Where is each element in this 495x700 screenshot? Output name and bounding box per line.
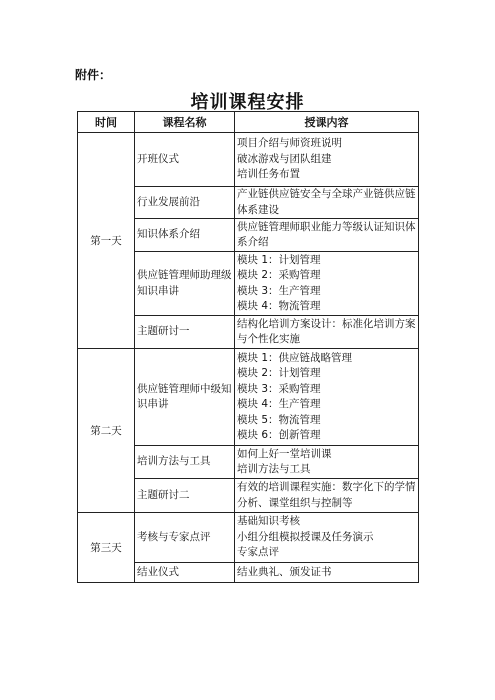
course-name-cell — [135, 479, 235, 513]
content-line: 供应链管理师职业能力等级认证知识体系介绍 — [237, 220, 416, 248]
day-cell: 第三天 — [78, 513, 135, 583]
table-row — [78, 133, 419, 187]
content-line: 模块 2：采购管理 — [237, 269, 321, 281]
course-name-cell — [135, 316, 235, 349]
course-name: 行业发展前沿 — [137, 195, 200, 208]
content-line: 模块 4：物流管理 — [237, 300, 321, 312]
course-name-cell — [135, 187, 235, 219]
content-line: 有效的培训课程实施：数字化下的学情分析、课堂组织与控制等 — [237, 481, 416, 509]
course-name-cell — [135, 563, 235, 583]
course-name-cell — [135, 219, 235, 252]
table-row — [78, 513, 419, 563]
header-content: 授课内容 — [235, 112, 419, 133]
content-line: 专家点评 — [237, 546, 279, 559]
table-row — [78, 349, 419, 446]
course-content-cell — [235, 563, 419, 583]
content-line: 模块 3：生产管理 — [237, 284, 321, 297]
content-line: 模块 5：物流管理 — [237, 413, 321, 426]
header-time: 时间 — [78, 112, 135, 133]
course-content-cell — [235, 349, 419, 446]
content-line: 模块 4：生产管理 — [237, 398, 321, 410]
content-line: 模块 2：计划管理 — [237, 367, 321, 379]
content-line: 破冰游戏与团队组建 — [237, 152, 332, 165]
course-content-cell — [235, 219, 419, 252]
course-name-cell — [135, 513, 235, 563]
course-content-cell — [235, 316, 419, 349]
course-content-cell — [235, 513, 419, 563]
course-content-cell — [235, 187, 419, 219]
course-name: 考核与专家点评 — [137, 530, 211, 543]
schedule-table — [77, 111, 419, 583]
course-name-cell — [135, 133, 235, 187]
content-line: 结业典礼、颁发证书 — [237, 565, 332, 578]
course-name: 开班仪式 — [137, 152, 179, 165]
course-name-cell — [135, 252, 235, 316]
course-content-cell — [235, 252, 419, 316]
content-line: 产业链供应链安全与全球产业链供应链体系建设 — [237, 188, 416, 216]
content-line: 基础知识考核 — [237, 515, 300, 528]
course-name-cell — [135, 349, 235, 446]
course-name: 培训方法与工具 — [137, 455, 211, 468]
attachment-label: 附件： — [75, 68, 112, 82]
content-line: 模块 1：计划管理 — [237, 253, 321, 266]
content-line: 模块 6：创新管理 — [237, 429, 321, 441]
course-name: 主题研讨一 — [137, 325, 190, 338]
day-cell: 第一天 — [78, 133, 135, 349]
course-content-cell — [235, 133, 419, 187]
course-name: 供应链管理师助理级知识串讲 — [137, 269, 232, 297]
header-course: 课程名称 — [135, 112, 235, 133]
course-name: 知识体系介绍 — [137, 228, 200, 241]
document-title: 培训课程安排 — [190, 92, 305, 113]
course-name: 结业仪式 — [137, 565, 179, 578]
schedule-body — [78, 133, 419, 583]
content-line: 结构化培训方案设计：标准化培训方案与个性化实施 — [237, 317, 416, 345]
course-name: 主题研讨二 — [137, 488, 190, 501]
content-line: 模块 3：采购管理 — [237, 382, 321, 395]
content-line: 小组分组模拟授课及任务演示 — [237, 530, 374, 543]
course-content-cell — [235, 479, 419, 513]
content-line: 如何上好一堂培训课 — [237, 447, 332, 460]
content-line: 模块 1：供应链战略管理 — [237, 351, 353, 364]
course-content-cell — [235, 446, 419, 479]
course-name-cell — [135, 446, 235, 479]
table-header-row — [78, 112, 419, 133]
content-line: 培训任务布置 — [237, 168, 300, 181]
course-name: 供应链管理师中级知识串讲 — [137, 382, 232, 410]
content-line: 培训方法与工具 — [237, 463, 311, 475]
content-line: 项目介绍与师资班说明 — [237, 137, 342, 150]
day-cell: 第二天 — [78, 349, 135, 513]
